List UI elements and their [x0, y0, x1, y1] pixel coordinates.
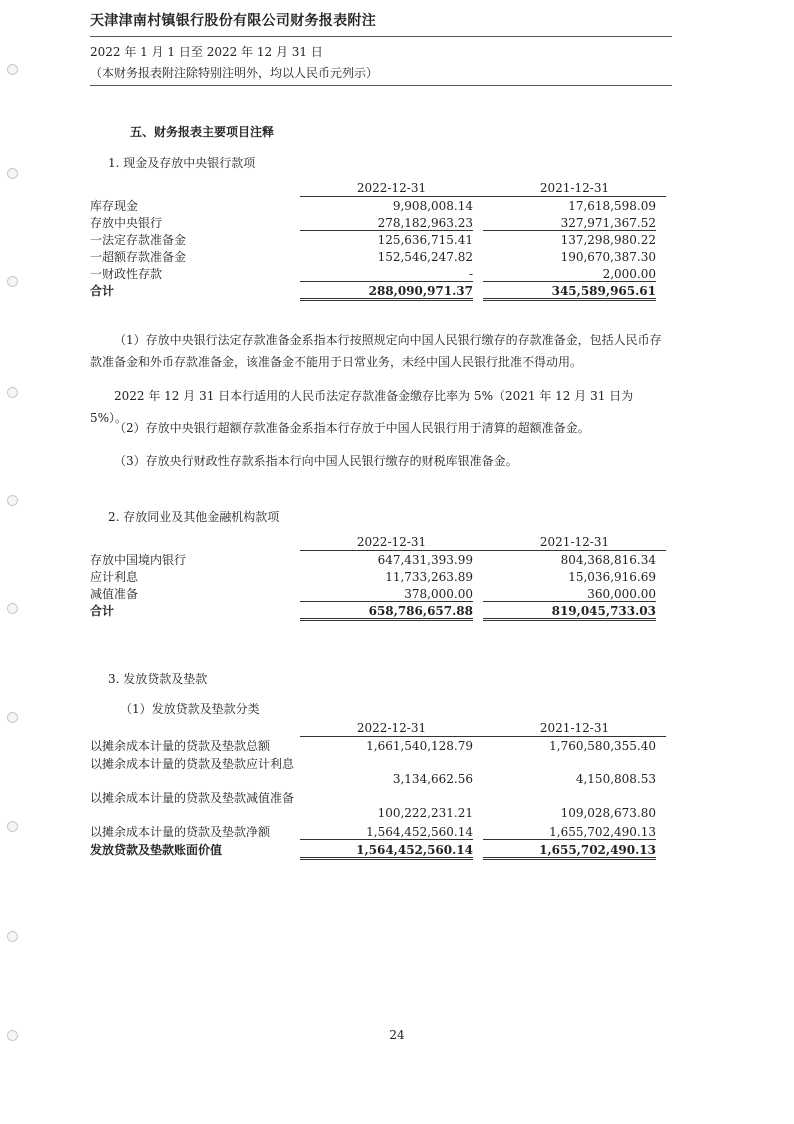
value-2022: 378,000.00 [300, 587, 473, 602]
total-2021: 1,655,702,490.13 [483, 843, 656, 860]
total-2022: 658,786,657.88 [300, 604, 473, 621]
row-label: 以摊余成本计量的贷款及垫款总额 [90, 739, 271, 753]
value-2022: 647,431,393.99 [377, 553, 473, 567]
value-2021: 1,655,702,490.13 [483, 825, 656, 840]
note-text: （1）存放中央银行法定存款准备金系指本行按照规定向中国人民银行缴存的存款准备金，包括人民币存款准备金和外币存款准备金，该准备金不能用于日常业务，未经中国人民银行批准不得动用。 [90, 333, 662, 369]
row-label: 合计 [90, 284, 115, 298]
row-label: 存放中央银行 [90, 216, 163, 230]
currency-note: （本财务报表附注除特别注明外，均以人民币元列示） [90, 66, 379, 80]
column-header-2022: 2022-12-31 [300, 181, 483, 197]
value-2021: 4,150,808.53 [575, 772, 656, 786]
row-label: 库存现金 [90, 199, 139, 213]
column-header-2021: 2021-12-31 [483, 181, 666, 197]
value-2021: 327,971,367.52 [483, 216, 656, 231]
value-2021: 804,368,816.34 [560, 553, 656, 567]
note-paragraph [90, 450, 672, 472]
binding-hole [7, 168, 18, 179]
column-header-2022: 2022-12-31 [300, 535, 483, 551]
cash-and-central-bank-table [90, 181, 672, 301]
total-row [90, 604, 672, 621]
value-2021: 137,298,980.22 [560, 233, 656, 247]
total-2022: 1,564,452,560.14 [300, 843, 473, 860]
value-2022: 125,636,715.41 [377, 233, 473, 247]
binding-hole [7, 495, 18, 506]
note-text: （3）存放央行财政性存款系指本行向中国人民银行缴存的财税库银准备金。 [114, 454, 518, 468]
value-2022: 11,733,263.89 [385, 570, 473, 584]
note-text: 2022 年 12 月 31 日本行适用的人民币法定存款准备金缴存比率为 5%（2021 年 12 月 31 日为 5%）。 [90, 389, 634, 425]
table-row [90, 250, 672, 267]
binding-hole [7, 64, 18, 75]
row-label: 合计 [90, 604, 115, 618]
binding-hole [7, 712, 18, 723]
table-header [90, 181, 672, 199]
value-2022: 1,564,452,560.14 [300, 825, 473, 840]
row-label: 应计利息 [90, 570, 139, 584]
row-label: 发放贷款及垫款账面价值 [90, 843, 223, 857]
table-header [90, 721, 672, 739]
total-row [90, 843, 672, 863]
value-2022: 100,222,231.21 [377, 806, 473, 820]
table-row [90, 587, 672, 604]
table-row [90, 739, 672, 757]
binding-hole [7, 603, 18, 614]
value-2021: 1,760,580,355.40 [549, 739, 656, 753]
table-row [90, 233, 672, 250]
table-row [90, 791, 672, 825]
column-header-2021: 2021-12-31 [483, 535, 666, 551]
item-3-subtitle: （1）发放贷款及垫款分类 [120, 702, 260, 716]
page-header [90, 10, 672, 86]
value-2021: 15,036,916.69 [568, 570, 656, 584]
row-label: 一法定存款准备金 [90, 233, 187, 247]
value-2022: 152,546,247.82 [377, 250, 473, 264]
row-label: 以摊余成本计量的贷款及垫款净额 [90, 825, 271, 839]
value-2022: 3,134,662.56 [392, 772, 473, 786]
value-2021: 2,000.00 [483, 267, 656, 282]
total-row [90, 284, 672, 301]
header-divider [90, 36, 672, 37]
table-header [90, 535, 672, 553]
value-2022: 278,182,963.23 [300, 216, 473, 231]
value-2021: 17,618,598.09 [568, 199, 656, 213]
row-label: 以摊余成本计量的贷款及垫款减值准备 [90, 791, 295, 805]
note-paragraph [90, 329, 672, 373]
item-2-title: 2. 存放同业及其他金融机构款项 [108, 510, 280, 524]
section-title: 五、财务报表主要项目注释 [130, 125, 275, 139]
page-number: 24 [389, 1028, 405, 1042]
table-row [90, 267, 672, 284]
row-label: 减值准备 [90, 587, 139, 601]
item-3-title: 3. 发放贷款及垫款 [108, 672, 208, 686]
binding-hole [7, 387, 18, 398]
total-2021: 819,045,733.03 [483, 604, 656, 621]
note-paragraph [90, 417, 672, 439]
total-2022: 288,090,971.37 [300, 284, 473, 301]
row-label: 一超额存款准备金 [90, 250, 187, 264]
table-row [90, 553, 672, 570]
document-title: 天津津南村镇银行股份有限公司财务报表附注 [90, 13, 376, 29]
loans-and-advances-table [90, 721, 672, 863]
report-period: 2022 年 1 月 1 日至 2022 年 12 月 31 日 [90, 45, 323, 59]
total-2021: 345,589,965.61 [483, 284, 656, 301]
value-2022: - [300, 267, 473, 282]
value-2021: 360,000.00 [483, 587, 656, 602]
column-header-2022: 2022-12-31 [300, 721, 483, 737]
table-row [90, 757, 672, 791]
value-2022: 1,661,540,128.79 [366, 739, 473, 753]
item-1-title: 1. 现金及存放中央银行款项 [108, 156, 256, 170]
note-text: （2）存放中央银行超额存款准备金系指本行存放于中国人民银行用于清算的超额准备金。 [114, 421, 590, 435]
table-row [90, 199, 672, 216]
column-header-2021: 2021-12-31 [483, 721, 666, 737]
interbank-deposits-table [90, 535, 672, 621]
binding-hole [7, 276, 18, 287]
header-divider [90, 85, 672, 86]
value-2022: 9,908,008.14 [392, 199, 473, 213]
table-row [90, 570, 672, 587]
row-label: 一财政性存款 [90, 267, 163, 281]
table-row [90, 216, 672, 233]
binding-hole [7, 931, 18, 942]
value-2021: 109,028,673.80 [560, 806, 656, 820]
row-label: 以摊余成本计量的贷款及垫款应计利息 [90, 757, 295, 771]
value-2021: 190,670,387.30 [560, 250, 656, 264]
table-row [90, 825, 672, 843]
binding-hole [7, 821, 18, 832]
row-label: 存放中国境内银行 [90, 553, 187, 567]
